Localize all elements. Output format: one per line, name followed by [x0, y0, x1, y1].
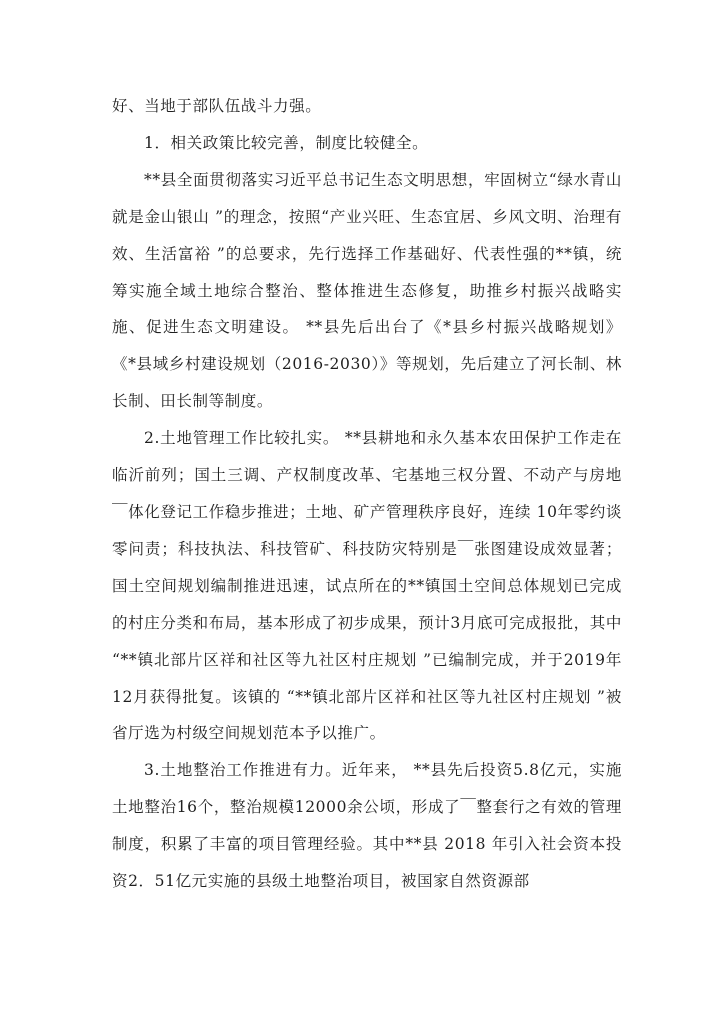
- paragraph-continuation: 好、当地于部队伍战斗力强。: [112, 97, 322, 115]
- paragraph-land-management: 2.土地管理工作比较扎实。 **县耕地和永久基本农田保护工作走在临沂前列；国土三调、产权制度改革、宅基地三权分置、不动产与房地￣体化登记工作稳步推进；土地、矿产管理秩序良好，连续 10年零约谈零问责；科技执法、科技管矿、科技防灾特别是￣张图建设成效显著；国土空间规划编制推进迅速，试点所在的**镇国土空间总体规划已完成的村庄分类和布局，基本形成了初步成果，预计3月底可完成报批，其中 “**镇北部片区祥和社区等九社区村庄规划 ”已编制完成，并于2019年12月获得批复。该镇的 “**镇北部片区祥和社区等九社区村庄规划 ”被省厅选为村级空间规划范本予以推广。: [112, 429, 622, 743]
- document-body: [112, 88, 622, 900]
- paragraph-policy: **县全面贯彻落实习近平总书记生态文明思想，牢固树立“绿水青山就是金山银山 ”的理念，按照“产业兴旺、生态宜居、乡风文明、治理有效、生活富裕 ”的总要求，先行选择工作基础好、代表性强的**镇，统筹实施全域土地综合整治、整体推进生态修复，助推乡村振兴战略实施、促进生态文明建设。 **县先后出台了《*县乡村振兴战略规划》 《*县域乡村建设规划（2016-2030）》等规划，先后建立了河长制、林长制、田长制等制度。: [112, 170, 622, 411]
- paragraph-heading-1: 1．相关政策比较完善，制度比较健全。: [144, 133, 429, 152]
- paragraph-land-remediation: 3.土地整治工作推进有力。近年来， **县先后投资5.8亿元，实施土地整治16个，整治规模12000余公顷，形成了￣整套行之有效的管理制度，积累了丰富的项目管理经验。其中**县 2018 年引入社会资本投资2．51亿元实施的县级土地整治项目，被国家自然资源部: [112, 761, 622, 891]
